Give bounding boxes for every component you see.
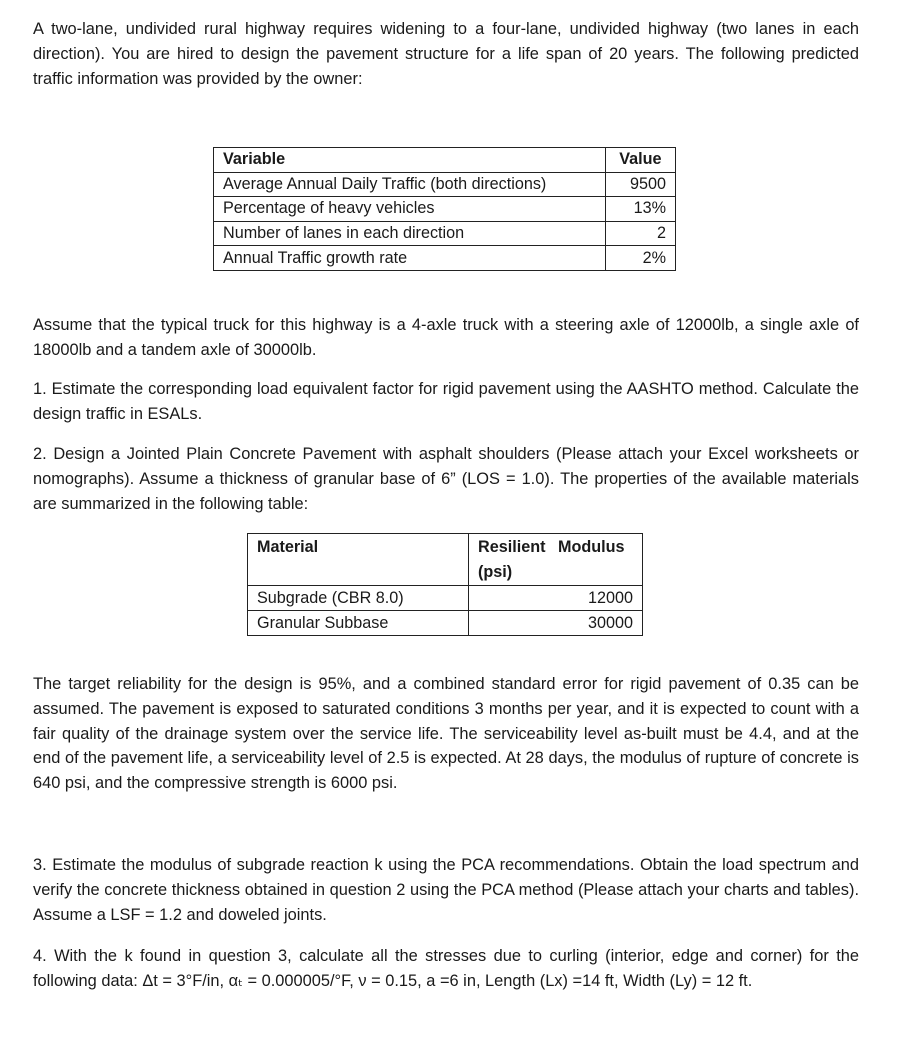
design-conditions-paragraph: The target reliability for the design is 95%, and a combined standard error for rigid pavement of 0.35 can be assumed. The pavement is exposed to saturated conditions 3 months per year, and it is expected to count with a fair quality of the drainage system over the service life. The serviceability level as-built must be 4.4, and at the end of the pavement life, a serviceability level of 2.5 is expected. At 28 days, the modulus of rupture of concrete is 640 psi, and the compressive strength is 6000 psi.	[33, 675, 859, 793]
table-row	[214, 197, 676, 222]
value-cell: 2%	[605, 246, 675, 271]
value-cell: 2	[605, 221, 675, 246]
material-cell: Subgrade (CBR 8.0)	[248, 586, 469, 611]
variable-cell: Annual Traffic growth rate	[214, 246, 606, 271]
question-3: 3. Estimate the modulus of subgrade reaction k using the PCA recommendations. Obtain the load spectrum and verify the concrete thickness obtained in question 2 using the PCA method (Please attach your charts and tables). Assume a LSF = 1.2 and doweled joints.	[33, 856, 859, 924]
value-cell: 9500	[605, 172, 675, 197]
material-cell: Granular Subbase	[248, 611, 469, 636]
question-2: 2. Design a Jointed Plain Concrete Pavement with asphalt shoulders (Please attach your Excel worksheets or nomographs). Assume a thickness of granular base of 6” (LOS = 1.0). The properties of the available materials are summarized in the following table:	[33, 445, 859, 513]
column-header-resilient-modulus: Resilient Modulus (psi)	[469, 534, 643, 586]
material-table	[247, 533, 643, 636]
table-row	[214, 172, 676, 197]
truck-assumption-paragraph: Assume that the typical truck for this highway is a 4-axle truck with a steering axle of 12000lb, a single axle of 18000lb and a tandem axle of 30000lb.	[33, 316, 859, 359]
table-header-row	[248, 534, 643, 586]
column-header-material: Material	[248, 534, 469, 586]
intro-paragraph: A two-lane, undivided rural highway requires widening to a four-lane, undivided highway (two lanes in each direction). You are hired to design the pavement structure for a life span of 20 years. The following predicted traffic information was provided by the owner:	[33, 20, 859, 88]
column-header-value: Value	[605, 148, 675, 173]
column-header-variable: Variable	[214, 148, 606, 173]
question-4: 4. With the k found in question 3, calculate all the stresses due to curling (interior, edge and corner) for the following data: Δt = 3°F/in, αₜ = 0.000005/°F, ν = 0.15, a =6 in, Length (Lx) =14 ft, Width (Ly) = 12 ft.	[33, 947, 859, 990]
variable-cell: Average Annual Daily Traffic (both directions)	[214, 172, 606, 197]
table-row	[248, 611, 643, 636]
table-row	[248, 586, 643, 611]
table-header-row	[214, 148, 676, 173]
variable-cell: Number of lanes in each direction	[214, 221, 606, 246]
table-row	[214, 246, 676, 271]
traffic-table	[213, 147, 676, 271]
table-row	[214, 221, 676, 246]
variable-cell: Percentage of heavy vehicles	[214, 197, 606, 222]
modulus-cell: 30000	[469, 611, 643, 636]
value-cell: 13%	[605, 197, 675, 222]
question-1: 1. Estimate the corresponding load equivalent factor for rigid pavement using the AASHTO method. Calculate the design traffic in ESALs.	[33, 380, 859, 423]
modulus-cell: 12000	[469, 586, 643, 611]
